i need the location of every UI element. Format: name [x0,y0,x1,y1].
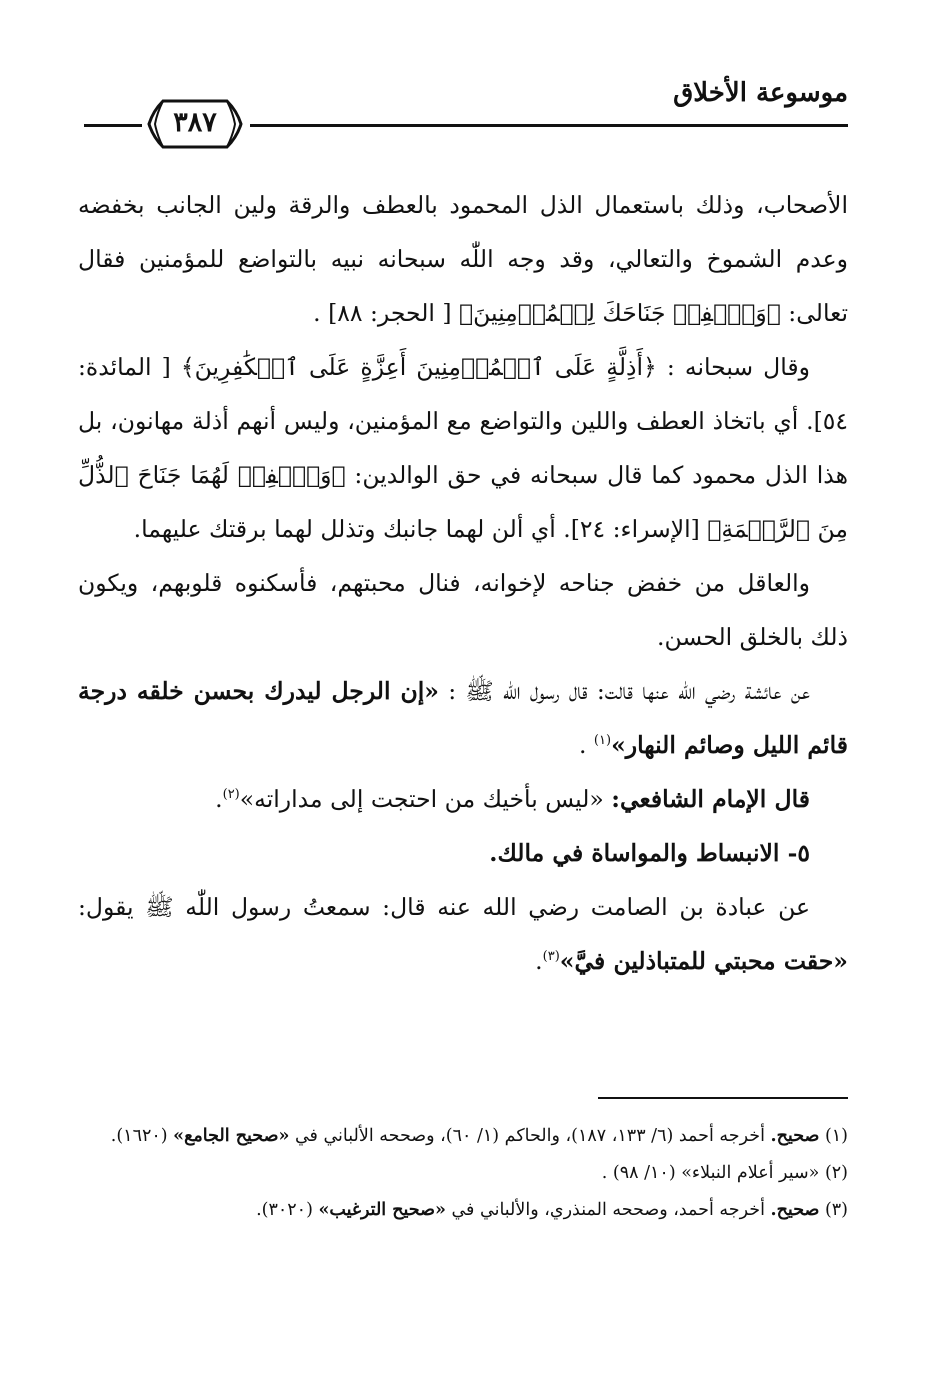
footnote-grade: صحيح. [770,1200,820,1220]
footnote-text: «سير أعلام النبلاء» (١٠/ ٩٨) . [601,1163,825,1183]
footnote-separator [598,1097,848,1099]
quote-paragraph [78,772,848,826]
paragraph: والعاقل من خفض جناحه لإخوانه، فنال محبتهم، فأسكنوه قلوبهم، ويكون ذلك بالخلق الحسن. [78,569,848,651]
punctuation: . [535,947,543,975]
quote-text: «ليس بأخيك من احتجت إلى مداراته» [239,785,612,813]
footnote-text: (١٦٢٠). [110,1126,174,1146]
footnote-number: (١) [824,1126,848,1146]
page-number: ٣٨٧ [173,107,217,138]
footnote-book: «صحيح الترغيب» [318,1200,446,1220]
footnote-number: (٢) [824,1163,848,1183]
footnote-book: «صحيح الجامع» [173,1126,290,1146]
hadith-intro: عن عائشة رضي الله عنها قالت: قال رسول اللّٰه ﷺ : [438,677,810,705]
punctuation: . [215,785,223,813]
footnote-ref: (١) [593,733,612,749]
hadith-intro: عن عبادة بن الصامت رضي الله عنه قال: سمعتُ رسول اللّٰه ﷺ يقول: [78,893,810,921]
hadith-paragraph [78,880,848,988]
footnote [78,1192,848,1229]
punctuation: . [578,731,594,759]
hadith-quote: «حقت محبتي للمتباذلين فيَّ» [559,947,848,975]
footnotes [78,1118,848,1229]
paragraph: وقال سبحانه : ﴿أَذِلَّةٍ عَلَى ٱلۡمُؤۡمِنِينَ أَعِزَّةٍ عَلَى ٱلۡكَٰفِرِينَ﴾ [ المائدة: ٥٤]. أي باتخاذ العطف واللين والتواضع مع المؤمنين، وليس أنهم أذلة مهانون، بل هذا الذل محمود كما قال سبحانه في حق الوالدين: ﴿وَٱخۡفِضۡ لَهُمَا جَنَاحَ ٱلذُّلِّ مِنَ ٱلرَّحۡمَةِ﴾ [الإسراء: ٢٤]. أي ألن لهما جانبك وتذلل لهما برقتك عليهما. [78,353,848,543]
footnote [78,1155,848,1192]
paragraph: الأصحاب، وذلك باستعمال الذل المحمود بالعطف والرقة ولين الجانب بخفضه وعدم الشموخ والتعالي، وقد وجه اللّٰه سبحانه نبيه بالتواضع للمؤمنين فقال تعالى: ﴿وَٱخۡفِضۡ جَنَاحَكَ لِلۡمُؤۡمِنِينَ﴾ [ الحجر: ٨٨] . [78,191,848,327]
hadith-paragraph [78,664,848,772]
quote-speaker: قال الإمام الشافعي: [611,785,810,813]
footnote [78,1118,848,1155]
header-rule [250,124,848,127]
section-heading: ٥- الانبساط والمواساة في مالك. [489,839,810,867]
hadith-quote: «إن الرجل ليدرك بحسن خلقه درجة قائم الليل وصائم النهار» [78,677,848,759]
footnote-ref: (٢) [222,787,240,803]
footnote-text: أخرجه أحمد، وصححه المنذري، والألباني في [445,1200,771,1220]
page-number-badge [145,97,245,151]
footnote-grade: صحيح. [770,1126,820,1146]
book-title: موسوعة الأخلاق [673,78,848,108]
footnote-ref: (٣) [542,949,560,965]
footnote-text: (٣٠٢٠). [256,1200,319,1220]
header-rule-left [84,124,142,127]
footnote-number: (٣) [824,1200,848,1220]
body-text [78,178,848,988]
footnote-text: أخرجه أحمد (٦/ ١٣٣، ١٨٧)، والحاكم (١/ ٦٠)، وصححه الألباني في [289,1126,771,1146]
